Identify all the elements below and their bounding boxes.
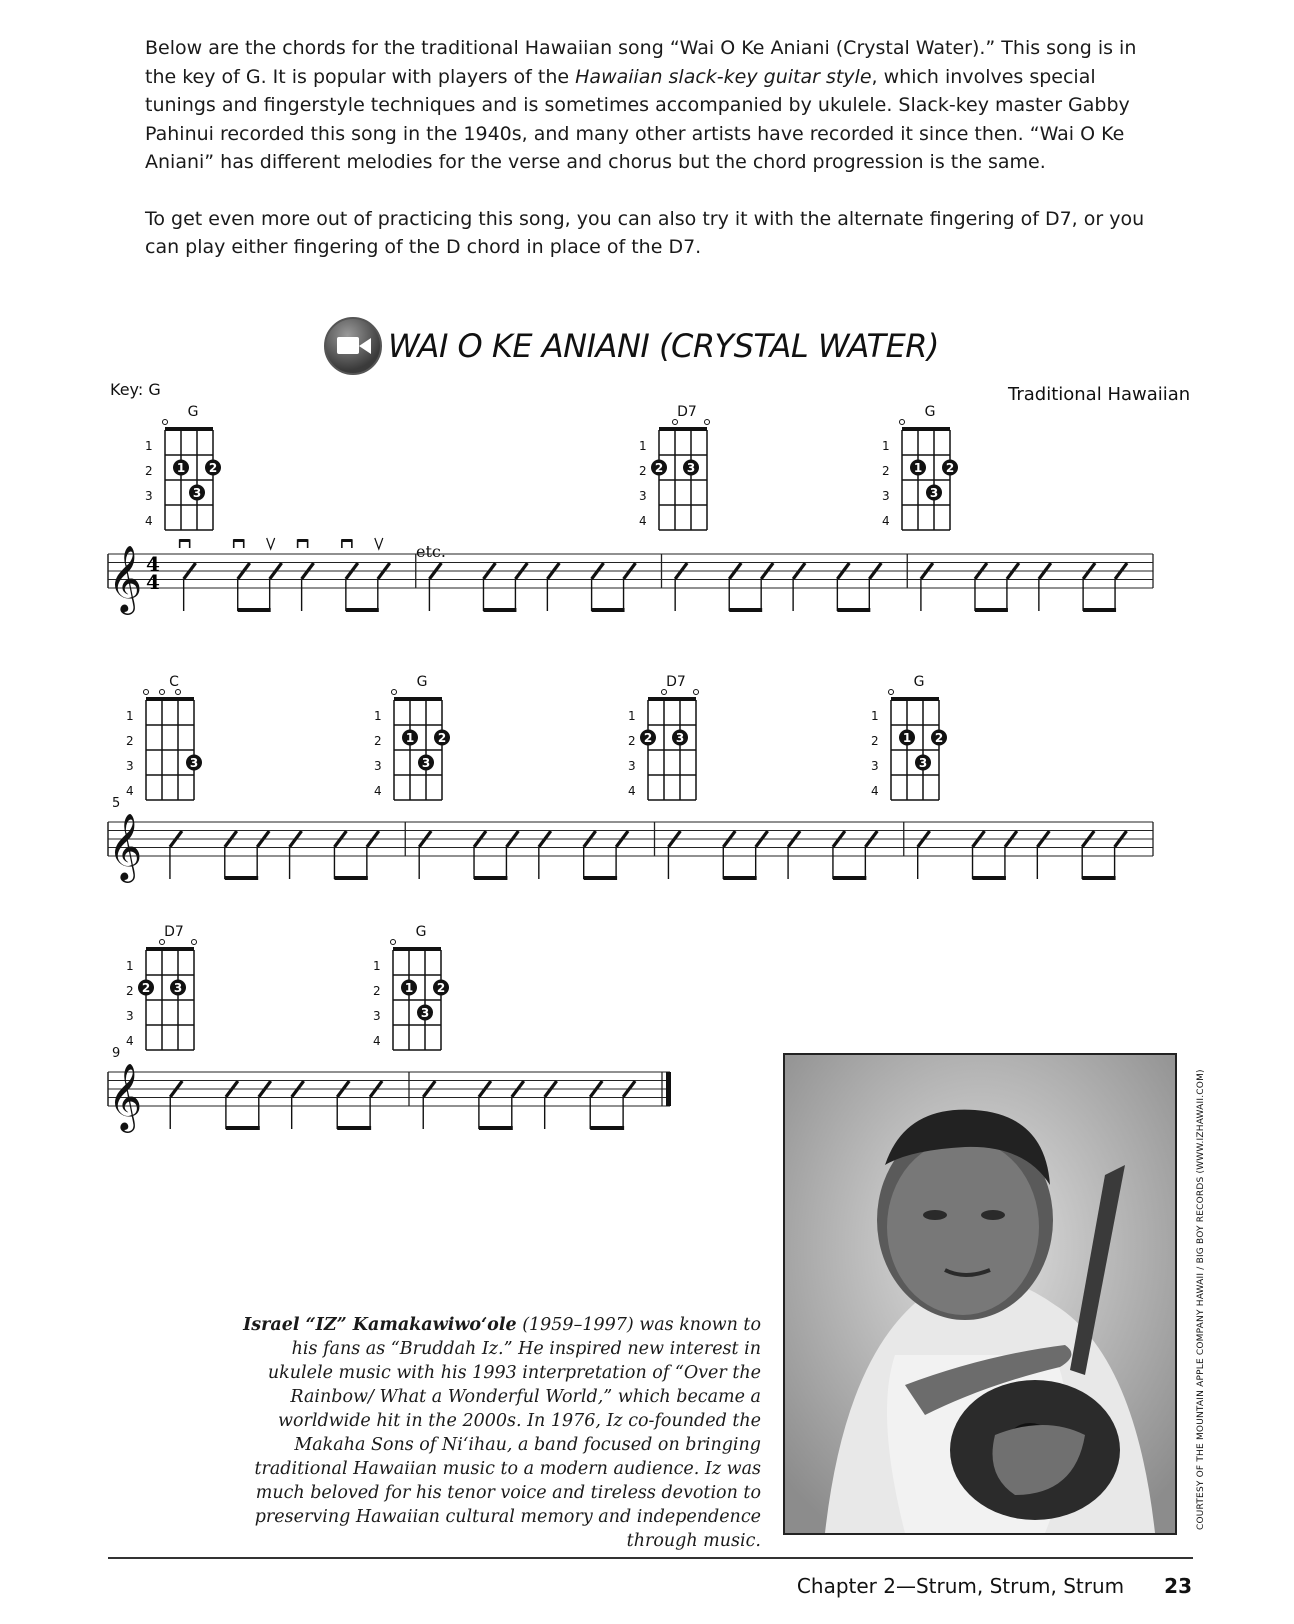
finger-number: 2 (643, 731, 653, 745)
beam (592, 608, 625, 612)
chord-grid (153, 418, 233, 548)
page-footer (797, 1574, 1192, 1598)
fret-number: 4 (871, 784, 879, 798)
nut (393, 947, 441, 951)
beam (973, 876, 1006, 880)
chord-grid (381, 938, 461, 1068)
fret-number: 3 (871, 759, 879, 773)
finger-number: 3 (686, 461, 696, 475)
fret-number: 2 (882, 464, 890, 478)
open-string-marker (900, 420, 905, 425)
finger-number: 3 (929, 486, 939, 500)
open-string-marker (144, 690, 149, 695)
time-signature: 4 (146, 570, 160, 594)
measure-number: 5 (112, 796, 121, 811)
chord-name: C (169, 674, 179, 690)
beam (1083, 608, 1116, 612)
chord-name: G (415, 924, 427, 940)
intro-text (145, 34, 1145, 290)
open-string-marker (160, 690, 165, 695)
chord-grid (382, 688, 462, 818)
chord-name: G (924, 404, 936, 420)
fret-number: 4 (639, 514, 647, 528)
fret-number: 4 (126, 1034, 134, 1048)
fret-number: 1 (373, 959, 381, 973)
intro-emphasis: Hawaiian slack-key guitar style (575, 65, 872, 88)
treble-clef-icon: 𝄞 (108, 812, 143, 880)
fret-number: 3 (374, 759, 382, 773)
beam (1082, 876, 1115, 880)
finger-number: 2 (436, 981, 446, 995)
chord-name: G (187, 404, 199, 420)
nut (146, 697, 194, 701)
open-string-marker (889, 690, 894, 695)
fret-number: 4 (126, 784, 134, 798)
song-key: Key: G (110, 380, 161, 399)
nut (891, 697, 939, 701)
treble-clef-icon: 𝄞 (108, 544, 143, 612)
chord-name: G (913, 674, 925, 690)
intro-paragraph-2: To get even more out of practicing this song, you can also try it with the alternate fingering of D7, or you can play either fingering of the D chord in place of the D7. (145, 207, 1145, 258)
finger-number: 1 (176, 461, 186, 475)
open-string-marker (392, 690, 397, 695)
chapter-title: Chapter 2—Strum, Strum, Strum (796, 1574, 1125, 1598)
open-string-marker (673, 420, 678, 425)
finger-number: 2 (945, 461, 955, 475)
beam (723, 876, 756, 880)
etc-label: etc. (416, 542, 446, 561)
fret-number: 4 (882, 514, 890, 528)
up-strum-icon (267, 538, 275, 549)
caption-text: (1959–1997) was known to his fans as “Bruddah Iz.” He inspired new interest in ukulele music with his 1993 interpretation of “Over the Rainbow/ What a Wonderful World,” which became a worldwide hit in the 2000s. In 1976, Iz co-founded the Makaha Sons of Niʻihau, a band focused on bringing traditional Hawaiian music to a modern audience. Iz was much beloved for his tenor voice and tireless devotion to preserving Hawaiian cultural memory and independence through music. (254, 1315, 761, 1551)
song-header (324, 318, 939, 374)
fret-number: 1 (871, 709, 879, 723)
measure-number: 9 (112, 1046, 121, 1061)
fret-number: 1 (639, 439, 647, 453)
chord-grid (647, 418, 727, 548)
fret-number: 1 (126, 709, 134, 723)
staff-1-svg (108, 540, 1158, 630)
fret-number: 1 (374, 709, 382, 723)
fret-number: 1 (126, 959, 134, 973)
beam (483, 608, 516, 612)
open-string-marker (705, 420, 710, 425)
song-title: WAI O KE ANIANI (CRYSTAL WATER) (388, 327, 939, 365)
open-string-marker (176, 690, 181, 695)
finger-number: 2 (437, 731, 447, 745)
photo-illustration (785, 1055, 1175, 1533)
chord-name: D7 (666, 674, 686, 690)
beam (346, 608, 379, 612)
fret-number: 3 (882, 489, 890, 503)
fret-number: 2 (639, 464, 647, 478)
nut (394, 697, 442, 701)
beam (474, 876, 507, 880)
beam (238, 608, 271, 612)
fret-number: 3 (126, 1009, 134, 1023)
nut (659, 427, 707, 431)
finger-number: 3 (420, 1006, 430, 1020)
treble-clef-icon: 𝄞 (108, 1062, 143, 1130)
finger-number: 2 (934, 731, 944, 745)
fret-number: 1 (882, 439, 890, 453)
finger-number: 3 (421, 756, 431, 770)
fret-number: 2 (374, 734, 382, 748)
finger-number: 1 (405, 731, 415, 745)
beam (590, 1126, 624, 1130)
finger-number: 2 (141, 981, 151, 995)
beam (225, 876, 258, 880)
staff-system-2 (108, 808, 1158, 903)
finger-number: 1 (404, 981, 414, 995)
beam (226, 1126, 260, 1130)
fret-number: 3 (639, 489, 647, 503)
finger-number: 2 (654, 461, 664, 475)
artist-photo (783, 1053, 1177, 1535)
beam (833, 876, 866, 880)
time-signature: 4 (146, 552, 160, 576)
fret-number: 2 (126, 984, 134, 998)
finger-number: 1 (902, 731, 912, 745)
chord-grid (890, 418, 970, 548)
fret-number: 2 (871, 734, 879, 748)
open-string-marker (391, 940, 396, 945)
staff-2-svg (108, 808, 1158, 898)
finger-number: 1 (913, 461, 923, 475)
up-strum-icon (375, 538, 383, 549)
open-string-marker (694, 690, 699, 695)
fret-number: 4 (628, 784, 636, 798)
nut (146, 947, 194, 951)
chord-grid (134, 938, 214, 1068)
staff-system-3 (108, 1058, 708, 1153)
finger-number: 2 (208, 461, 218, 475)
open-string-marker (163, 420, 168, 425)
finger-number: 3 (918, 756, 928, 770)
song-composer: Traditional Hawaiian (1008, 384, 1191, 405)
nut (165, 427, 213, 431)
footer-divider (108, 1557, 1193, 1559)
chord-grid (636, 688, 716, 818)
open-string-marker (160, 940, 165, 945)
beam (837, 608, 870, 612)
fret-number: 2 (126, 734, 134, 748)
video-camera-icon[interactable] (324, 317, 382, 375)
fret-number: 2 (628, 734, 636, 748)
open-string-marker (192, 940, 197, 945)
chord-grid (879, 688, 959, 818)
finger-number: 3 (192, 486, 202, 500)
chord-name: D7 (164, 924, 184, 940)
fret-number: 4 (373, 1034, 381, 1048)
beam (584, 876, 617, 880)
chord-grid (134, 688, 214, 818)
fret-number: 3 (145, 489, 153, 503)
staff-3-svg (108, 1058, 708, 1148)
beam (975, 608, 1008, 612)
finger-number: 3 (189, 756, 199, 770)
beam (334, 876, 367, 880)
page-number: 23 (1164, 1574, 1192, 1598)
fret-number: 3 (628, 759, 636, 773)
beam (479, 1126, 513, 1130)
fret-number: 3 (126, 759, 134, 773)
intro-paragraph-1: Below are the chords for the traditional Hawaiian song “Wai O Ke Aniani (Crystal Water).” This song is in the key of G. It is popular with players of the Hawaiian slack-key guitar style, which involves special tunings and fingerstyle techniques and is sometimes accompanied by ukulele. Slack-key master Gabby Pahinui recorded this song in the 1940s, and many other artists have recorded it since then. “Wai O Ke Aniani” has different melodies for the verse and chorus but the chord progression is the same. (145, 37, 1137, 173)
fret-number: 4 (145, 514, 153, 528)
fret-number: 3 (373, 1009, 381, 1023)
chord-name: G (416, 674, 428, 690)
caption-name: Israel “IZ” Kamakawiwoʻole (243, 1315, 517, 1335)
finger-number: 3 (173, 981, 183, 995)
fret-number: 2 (373, 984, 381, 998)
photo-credit: COURTESY OF THE MOUNTAIN APPLE COMPANY HAWAII / BIG BOY RECORDS (WWW.IZHAWAII.COM) (1196, 1069, 1206, 1530)
fret-number: 1 (145, 439, 153, 453)
staff-system-1 (108, 540, 1158, 635)
photo-caption (226, 1313, 761, 1553)
open-string-marker (662, 690, 667, 695)
finger-number: 3 (675, 731, 685, 745)
chord-name: D7 (677, 404, 697, 420)
fret-number: 1 (628, 709, 636, 723)
beam (337, 1126, 371, 1130)
fret-number: 4 (374, 784, 382, 798)
final-barline (666, 1072, 671, 1106)
nut (902, 427, 950, 431)
beam (729, 608, 762, 612)
nut (648, 697, 696, 701)
fret-number: 2 (145, 464, 153, 478)
